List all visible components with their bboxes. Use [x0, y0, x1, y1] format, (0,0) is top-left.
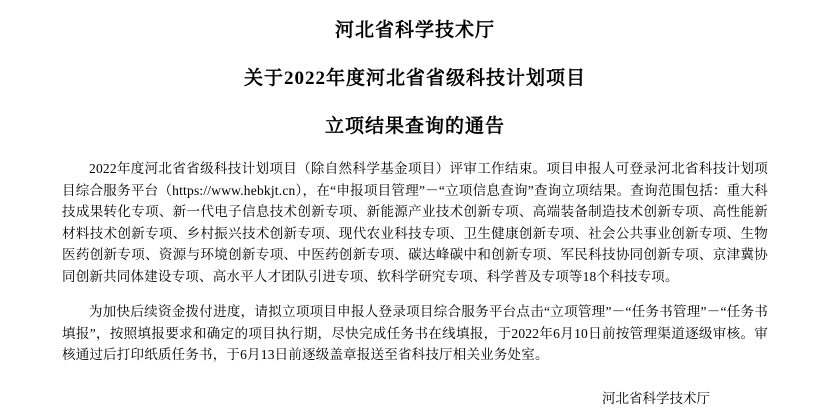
document-body — [62, 158, 768, 366]
page-title-line-3: 立项结果查询的通告 — [324, 116, 505, 137]
paragraph-2: 为加快后续资金拨付进度，请拟立项项目申报人登录项目综合服务平台点击“立项管理”－“任务书管理”－“任务书填报”，按照填报要求和确定的项目执行期，尽快完成任务书在线填报，于2022年6月10日前按管理渠道逐级审核。审核通过后打印纸质任务书，于6月13日前逐级盖章报送至省科技厅相关业务处室。 — [62, 304, 768, 362]
page-title-line-2: 关于2022年度河北省省级科技计划项目 — [243, 68, 586, 89]
document-signature: 河北省科学技术厅 — [602, 390, 710, 406]
page-title-line-1: 河北省科学技术厅 — [334, 20, 495, 41]
paragraph-1: 2022年度河北省省级科技计划项目（除自然科学基金项目）评审工作结束。项目申报人可登录河北省科技计划项目综合服务平台（https://www.hebkjt.cn），在“申报项目管理”－“立项信息查询”查询立项结果。查询范围包括：重大科技成果转化专项、新一代电子信息技术创新专项、新能源产业技术创新专项、高端装备制造技术创新专项、高性能新材料技术创新专项、乡村振兴技术创新专项、现代农业科技专项、卫生健康创新专项、社会公共事业创新专项、生物医药创新专项、资源与环境创新专项、中医药创新专项、碳达峰碳中和创新专项、军民科技协同创新专项、京津冀协同创新共同体建设专项、高水平人才团队引进专项、软科学研究专项、科学普及专项等18个科技专项。 — [62, 161, 768, 284]
